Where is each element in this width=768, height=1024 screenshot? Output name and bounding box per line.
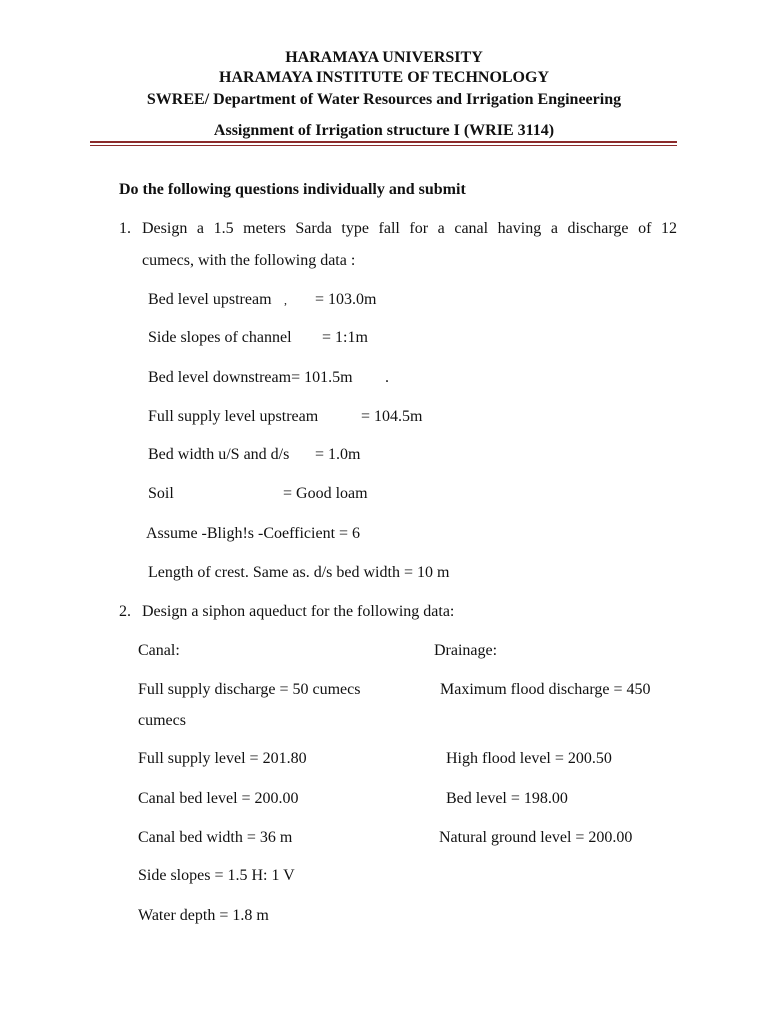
question-1-line-1: Design a 1.5 meters Sarda type fall for a canal having a discharge of 12: [142, 220, 677, 237]
canal-full-supply-discharge: Full supply discharge = 50 cumecs: [138, 681, 361, 698]
drainage-high-flood-level: High flood level = 200.50: [446, 750, 612, 767]
q1-bed-level-upstream-label: Bed level upstream: [148, 291, 272, 308]
canal-bed-width: Canal bed width = 36 m: [138, 829, 293, 846]
instruction-text: Do the following questions individually and submit: [119, 181, 466, 198]
assignment-title: Assignment of Irrigation structure I (WRIE 3114): [213, 122, 555, 139]
q1-bed-level-upstream-value: = 103.0m: [315, 291, 377, 308]
canal-discharge-unit-wrap: cumecs: [138, 712, 186, 729]
q1-full-supply-level-label: Full supply level upstream: [148, 408, 319, 425]
drainage-bed-level: Bed level = 198.00: [446, 790, 568, 807]
q1-bed-level-upstream-mark: ,: [284, 293, 287, 307]
question-2-line-1: Design a siphon aqueduct for the following data:: [142, 603, 455, 620]
q1-side-slopes-label: Side slopes of channel: [148, 329, 292, 346]
question-1-line-2: cumecs, with the following data :: [142, 252, 356, 269]
q1-soil-value: = Good loam: [283, 485, 368, 502]
q1-bligh-coefficient: Assume -Bligh!s -Coefficient = 6: [146, 525, 361, 542]
q1-side-slopes-value: = 1:1m: [322, 329, 368, 346]
q1-length-of-crest: Length of crest. Same as. d/s bed width = 10 m: [148, 564, 450, 581]
question-1-number: 1.: [119, 220, 131, 237]
drainage-max-flood-discharge: Maximum flood discharge = 450: [440, 681, 651, 698]
canal-full-supply-level: Full supply level = 201.80: [138, 750, 307, 767]
q1-bed-width-value: = 1.0m: [315, 446, 361, 463]
header-rule-thick: [90, 141, 677, 143]
canal-bed-level: Canal bed level = 200.00: [138, 790, 299, 807]
drainage-heading: Drainage:: [434, 642, 498, 659]
q1-bed-level-downstream-label: Bed level downstream= 101.5m: [148, 369, 353, 386]
q1-full-supply-level-value: = 104.5m: [361, 408, 423, 425]
q1-bed-level-downstream-mark: .: [385, 369, 389, 386]
department-title: SWREE/ Department of Water Resources and Irrigation Engineering: [146, 91, 622, 108]
canal-side-slopes: Side slopes = 1.5 H: 1 V: [138, 867, 295, 884]
header-rule-thin: [90, 145, 677, 146]
canal-heading: Canal:: [138, 642, 180, 659]
question-2-number: 2.: [119, 603, 131, 620]
q1-bed-width-label: Bed width u/S and d/s: [148, 446, 290, 463]
drainage-natural-ground-level: Natural ground level = 200.00: [439, 829, 633, 846]
q1-soil-label: Soil: [148, 485, 174, 502]
canal-water-depth: Water depth = 1.8 m: [138, 907, 269, 924]
institute-title: HARAMAYA INSTITUTE OF TECHNOLOGY: [219, 69, 549, 86]
university-title: HARAMAYA UNIVERSITY: [285, 49, 483, 66]
